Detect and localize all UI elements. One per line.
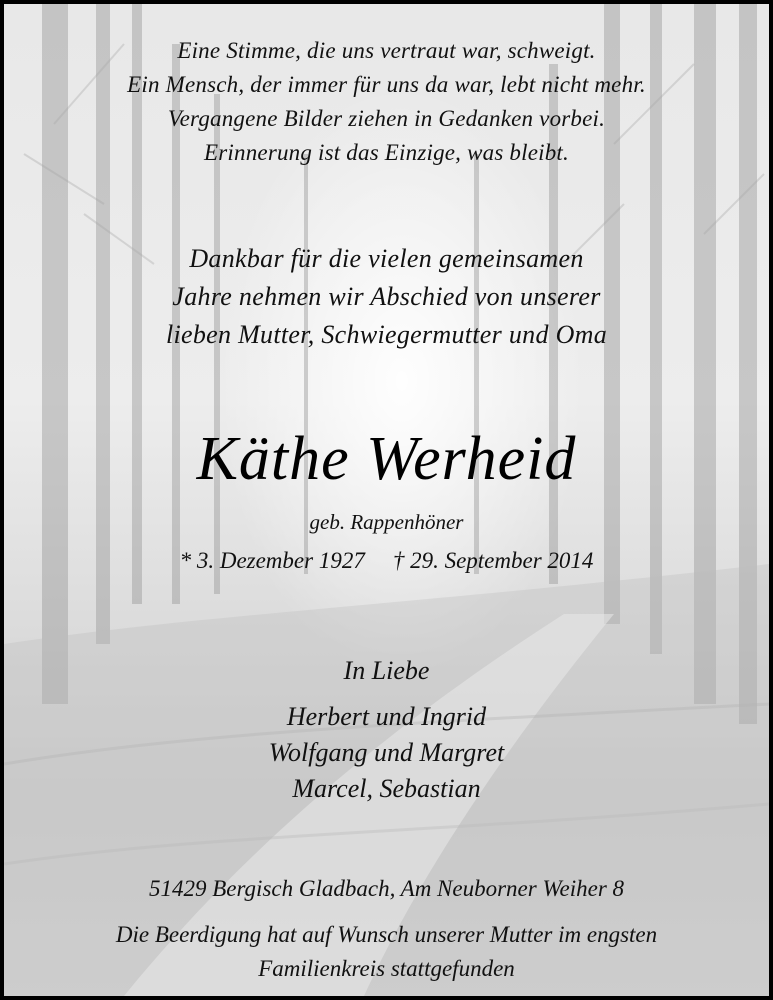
funeral-note-line-2: Familienkreis stattgefunden (258, 956, 515, 981)
funeral-note-line-1: Die Beerdigung hat auf Wunsch unserer Mutter im engsten (115, 922, 658, 947)
maiden-name: geb. Rappenhöner (309, 510, 464, 534)
intro-line-2: Jahre nehmen wir Abschied von unserer (172, 282, 601, 311)
birth-date: * 3. Dezember 1927 (179, 548, 365, 573)
poem-line-2: Ein Mensch, der immer für uns da war, lebt nicht mehr. (127, 72, 646, 97)
poem-line-4: Erinnerung ist das Einzige, was bleibt. (204, 140, 569, 165)
mourner-line-1: Herbert und Ingrid (286, 702, 487, 731)
death-date: † 29. September 2014 (392, 548, 594, 573)
mourners-heading: In Liebe (343, 656, 430, 685)
intro-line-3: lieben Mutter, Schwiegermutter und Oma (165, 320, 608, 349)
deceased-name: Käthe Werheid (196, 425, 577, 493)
poem-line-1: Eine Stimme, die uns vertraut war, schweigt. (177, 38, 596, 63)
intro-line-1: Dankbar für die vielen gemeinsamen (189, 244, 584, 273)
poem-line-3: Vergangene Bilder ziehen in Gedanken vorbei. (167, 106, 606, 131)
mourner-line-2: Wolfgang und Margret (268, 738, 505, 767)
mourner-line-3: Marcel, Sebastian (292, 774, 481, 803)
address: 51429 Bergisch Gladbach, Am Neuborner Weiher 8 (148, 876, 625, 901)
life-dates (4, 548, 769, 574)
